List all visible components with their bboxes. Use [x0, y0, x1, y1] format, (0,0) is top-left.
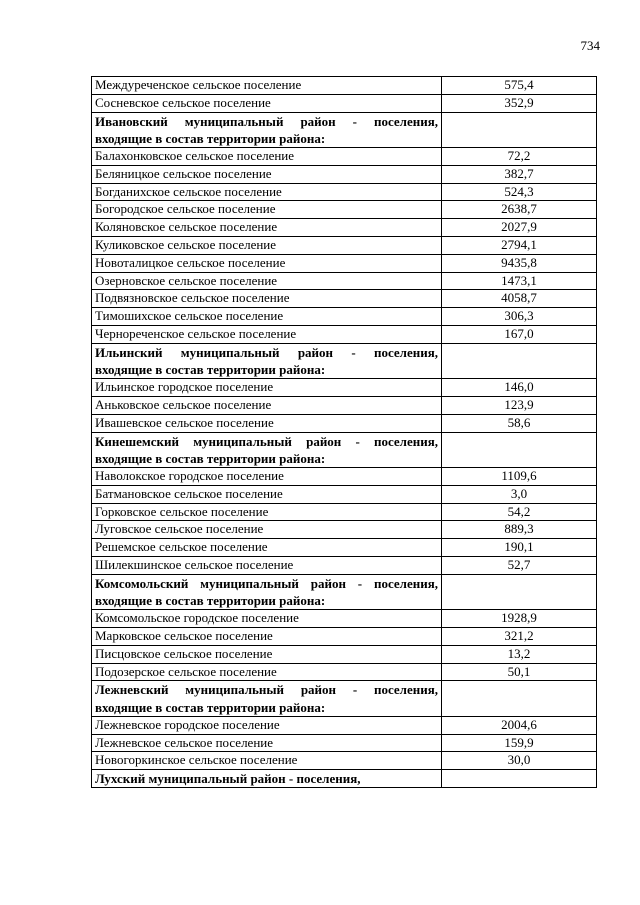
settlement-row: [92, 716, 597, 734]
value-cell: 2794,1: [442, 236, 597, 254]
settlement-row: [92, 183, 597, 201]
value-cell: 1928,9: [442, 610, 597, 628]
settlement-name-cell: Решемское сельское поселение: [92, 539, 442, 557]
settlement-row: [92, 272, 597, 290]
settlement-row: [92, 556, 597, 574]
region-header-row: [92, 343, 597, 378]
value-cell: 72,2: [442, 148, 597, 166]
settlement-name-cell: Лежневское городское поселение: [92, 716, 442, 734]
settlement-name-cell: Ильинское городское поселение: [92, 379, 442, 397]
value-cell: 1473,1: [442, 272, 597, 290]
value-cell: [442, 770, 597, 788]
region-header-row: [92, 681, 597, 716]
value-cell: 352,9: [442, 94, 597, 112]
value-cell: 9435,8: [442, 254, 597, 272]
settlement-name-cell: Батмановское сельское поселение: [92, 485, 442, 503]
value-cell: 190,1: [442, 539, 597, 557]
value-cell: 321,2: [442, 627, 597, 645]
settlement-row: [92, 165, 597, 183]
settlement-name-cell: Богородское сельское поселение: [92, 201, 442, 219]
settlement-row: [92, 734, 597, 752]
value-cell: 54,2: [442, 503, 597, 521]
region-name-cell: Ивановский муниципальный район - поселения, входящие в состав территории района:: [92, 112, 442, 147]
region-header-row: [92, 770, 597, 788]
settlement-row: [92, 752, 597, 770]
settlement-name-cell: Балахонковское сельское поселение: [92, 148, 442, 166]
value-cell: 167,0: [442, 325, 597, 343]
settlement-row: [92, 148, 597, 166]
settlement-row: [92, 236, 597, 254]
settlement-name-cell: Лежневское сельское поселение: [92, 734, 442, 752]
value-cell: 50,1: [442, 663, 597, 681]
settlement-name-cell: Аньковское сельское поселение: [92, 396, 442, 414]
value-cell: [442, 574, 597, 609]
settlement-row: [92, 379, 597, 397]
value-cell: 382,7: [442, 165, 597, 183]
settlement-name-cell: Куликовское сельское поселение: [92, 236, 442, 254]
settlement-name-cell: Комсомольское городское поселение: [92, 610, 442, 628]
value-cell: 123,9: [442, 396, 597, 414]
settlement-name-cell: Подвязновское сельское поселение: [92, 290, 442, 308]
value-cell: 889,3: [442, 521, 597, 539]
settlement-row: [92, 503, 597, 521]
settlement-name-cell: Сосневское сельское поселение: [92, 94, 442, 112]
value-cell: [442, 112, 597, 147]
page-number: 734: [580, 38, 600, 53]
settlement-row: [92, 467, 597, 485]
region-header-row: [92, 112, 597, 147]
settlement-row: [92, 254, 597, 272]
settlement-name-cell: Ивашевское сельское поселение: [92, 414, 442, 432]
region-name-cell: Комсомольский муниципальный район - поселения, входящие в состав территории района:: [92, 574, 442, 609]
settlement-row: [92, 610, 597, 628]
value-cell: [442, 681, 597, 716]
settlement-row: [92, 94, 597, 112]
value-cell: 52,7: [442, 556, 597, 574]
settlement-row: [92, 521, 597, 539]
region-name-cell: Лухский муниципальный район - поселения,: [92, 770, 442, 788]
settlement-name-cell: Озерновское сельское поселение: [92, 272, 442, 290]
region-name-cell: Кинешемский муниципальный район - поселения, входящие в состав территории района:: [92, 432, 442, 467]
settlement-row: [92, 308, 597, 326]
region-header-row: [92, 574, 597, 609]
settlement-row: [92, 663, 597, 681]
value-cell: 58,6: [442, 414, 597, 432]
settlement-row: [92, 219, 597, 237]
value-cell: 4058,7: [442, 290, 597, 308]
value-cell: 306,3: [442, 308, 597, 326]
settlement-row: [92, 201, 597, 219]
value-cell: 159,9: [442, 734, 597, 752]
settlement-name-cell: Чернореченское сельское поселение: [92, 325, 442, 343]
value-cell: 2638,7: [442, 201, 597, 219]
settlement-name-cell: Коляновское сельское поселение: [92, 219, 442, 237]
settlement-name-cell: Новогоркинское сельское поселение: [92, 752, 442, 770]
settlement-row: [92, 645, 597, 663]
value-cell: 524,3: [442, 183, 597, 201]
settlement-name-cell: Междуреченское сельское поселение: [92, 77, 442, 95]
value-cell: 1109,6: [442, 467, 597, 485]
settlement-name-cell: Беляницкое сельское поселение: [92, 165, 442, 183]
value-cell: 575,4: [442, 77, 597, 95]
table-body: [92, 77, 597, 788]
settlement-row: [92, 539, 597, 557]
settlement-row: [92, 414, 597, 432]
settlement-name-cell: Наволокское городское поселение: [92, 467, 442, 485]
value-cell: [442, 432, 597, 467]
settlement-row: [92, 485, 597, 503]
settlement-row: [92, 396, 597, 414]
region-name-cell: Ильинский муниципальный район - поселения, входящие в состав территории района:: [92, 343, 442, 378]
settlement-name-cell: Луговское сельское поселение: [92, 521, 442, 539]
settlement-row: [92, 77, 597, 95]
settlement-name-cell: Новоталицкое сельское поселение: [92, 254, 442, 272]
settlement-name-cell: Писцовское сельское поселение: [92, 645, 442, 663]
value-cell: 13,2: [442, 645, 597, 663]
settlement-name-cell: Богданихское сельское поселение: [92, 183, 442, 201]
settlement-name-cell: Шилекшинское сельское поселение: [92, 556, 442, 574]
value-cell: 30,0: [442, 752, 597, 770]
region-name-cell: Лежневский муниципальный район - поселения, входящие в состав территории района:: [92, 681, 442, 716]
settlement-name-cell: Марковское сельское поселение: [92, 627, 442, 645]
settlement-name-cell: Тимошихское сельское поселение: [92, 308, 442, 326]
settlement-row: [92, 290, 597, 308]
settlements-table: [91, 76, 597, 788]
value-cell: 3,0: [442, 485, 597, 503]
value-cell: 146,0: [442, 379, 597, 397]
value-cell: 2027,9: [442, 219, 597, 237]
region-header-row: [92, 432, 597, 467]
value-cell: 2004,6: [442, 716, 597, 734]
settlement-name-cell: Подозерское сельское поселение: [92, 663, 442, 681]
value-cell: [442, 343, 597, 378]
settlement-row: [92, 325, 597, 343]
settlement-row: [92, 627, 597, 645]
settlement-name-cell: Горковское сельское поселение: [92, 503, 442, 521]
